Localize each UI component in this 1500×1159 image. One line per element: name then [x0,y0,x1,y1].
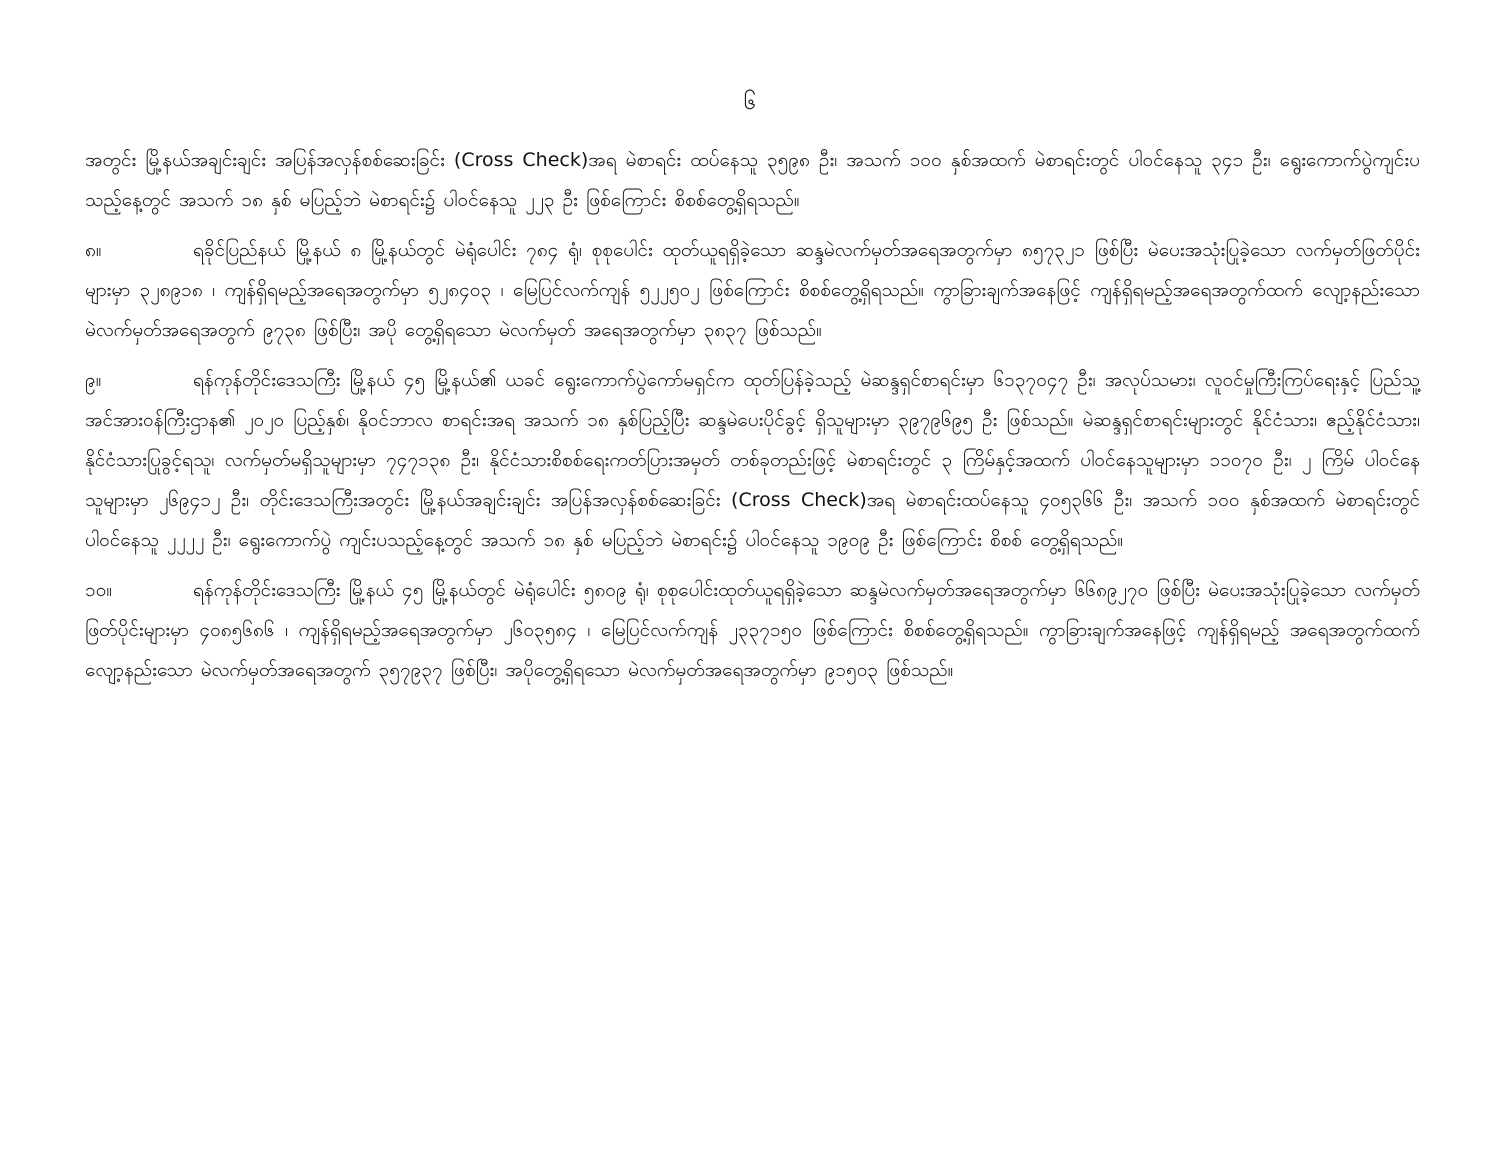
paragraph-text: ရန်ကုန်တိုင်းဒေသကြီး မြို့နယ် ၄၅ မြို့နယ်၏ ယခင် ရွေးကောက်ပွဲကော်မရှင်က ထုတ်ပြန်ခဲ့သည့် မဲဆန္ဒရှင်စာရင်းမှာ ၆၁၃၇၀၄၇ ဦး၊ အလုပ်သမား၊ လူဝင်မှုကြီးကြပ်ရေးနှင့် ပြည်သူ့အင်အားဝန်ကြီးဌာန၏ ၂၀၂၀ ပြည့်နှစ်၊ နိုဝင်ဘာလ စာရင်းအရ အသက် ၁၈ နှစ်ပြည့်ပြီး ဆန္ဒမဲပေးပိုင်ခွင့် ရှိသူများမှာ ၃၉၇၉၆၉၅ ဦး ဖြစ်သည်။ မဲဆန္ဒရှင်စာရင်းများတွင် နိုင်ငံသား၊ ဧည့်နိုင်ငံသား၊ နိုင်ငံသားပြုခွင့်ရသူ၊ လက်မှတ်မရှိသူများမှာ ၇၄၇၁၃၈ ဦး၊ နိုင်ငံသားစိစစ်ရေးကတ်ပြားအမှတ် တစ်ခုတည်းဖြင့် မဲစာရင်းတွင် ၃ ကြိမ်နှင့်အထက် ပါဝင်နေသူများမှာ ၁၁၀၇၀ ဦး၊ ၂ ကြိမ် ပါဝင်နေသူများမှာ ၂၆၉၄၁၂ ဦး၊ တိုင်းဒေသကြီးအတွင်း မြို့နယ်အချင်းချင်း အပြန်အလှန်စစ်ဆေးခြင်း (Cross Check)အရ မဲစာရင်းထပ်နေသူ ၄၀၅၃၆၆ ဦး၊ အသက် ၁၀၀ နှစ်အထက် မဲစာရင်းတွင် ပါဝင်နေသူ ၂၂၂၂ ဦး၊ ရွေးကောက်ပွဲ ကျင်းပသည့်နေ့တွင် အသက် ၁၈ နှစ် မပြည့်ဘဲ မဲစာရင်း၌ ပါဝင်နေသူ ၁၉၀၉ ဦး ဖြစ်ကြောင်း စိစစ် တွေ့ရှိရသည်။ [85,369,1420,551]
paragraph-8 [85,230,1420,350]
paragraph-text: ရန်ကုန်တိုင်းဒေသကြီး မြို့နယ် ၄၅ မြို့နယ်တွင် မဲရုံပေါင်း ၅၈၀၉ ရုံ၊ စုစုပေါင်းထုတ်ယူရရှိခဲ့သော ဆန္ဒမဲလက်မှတ်အရေအတွက်မှာ ၆၆၈၉၂၇၀ ဖြစ်ပြီး မဲပေးအသုံးပြုခဲ့သော လက်မှတ်ဖြတ်ပိုင်းများမှာ ၄၀၈၅၆၈၆ ၊ ကျန်ရှိရမည့်အရေအတွက်မှာ ၂၆၀၃၅၈၄ ၊ မြေပြင်လက်ကျန် ၂၃၃၇၁၅၀ ဖြစ်ကြောင်း စိစစ်တွေ့ရှိရသည်။ ကွာခြားချက်အနေဖြင့် ကျန်ရှိရမည့် အရေအတွက်ထက် လျော့နည်းသော မဲလက်မှတ်အရေအတွက် ၃၅၇၉၃၇ ဖြစ်ပြီး၊ အပိုတွေ့ရှိရသော မဲလက်မှတ်အရေအတွက်မှာ ၉၁၅၀၃ ဖြစ်သည်။ [85,579,1420,681]
paragraph-text: အတွင်း မြို့နယ်အချင်းချင်း အပြန်အလှန်စစ်ဆေးခြင်း (Cross Check)အရ မဲစာရင်း ထပ်နေသူ ၃၅၉၈ ဦး၊ အသက် ၁၀၀ နှစ်အထက် မဲစာရင်းတွင် ပါဝင်နေသူ ၃၄၁ ဦး၊ ရွေးကောက်ပွဲကျင်းပသည့်နေ့တွင် အသက် ၁၈ နှစ် မပြည့်ဘဲ မဲစာရင်း၌ ပါဝင်နေသူ ၂၂၃ ဦး ဖြစ်ကြောင်း စိစစ်တွေ့ရှိရသည်။ [85,149,1420,211]
paragraph-number: ၉။ [85,369,102,391]
paragraph-number: ၁၀။ [85,579,113,601]
paragraph-9 [85,360,1420,560]
page-number: ၆ [743,90,757,115]
paragraph-10 [85,570,1420,690]
paragraph-continuation [85,140,1420,220]
document-body [85,140,1420,700]
paragraph-number: ၈။ [85,239,102,261]
paragraph-text: ရခိုင်ပြည်နယ် မြို့နယ် ၈ မြို့နယ်တွင် မဲရုံပေါင်း ၇၈၄ ရုံ၊ စုစုပေါင်း ထုတ်ယူရရှိခဲ့သော ဆန္ဒမဲလက်မှတ်အရေအတွက်မှာ ၈၅၇၃၂၁ ဖြစ်ပြီး မဲပေးအသုံးပြုခဲ့သော လက်မှတ်ဖြတ်ပိုင်းများမှာ ၃၂၈၉၁၈ ၊ ကျန်ရှိရမည့်အရေအတွက်မှာ ၅၂၈၄၀၃ ၊ မြေပြင်လက်ကျန် ၅၂၂၅၀၂ ဖြစ်ကြောင်း စိစစ်တွေ့ရှိရသည်။ ကွာခြားချက်အနေဖြင့် ကျန်ရှိရမည့်အရေအတွက်ထက် လျော့နည်းသော မဲလက်မှတ်အရေအတွက် ၉၇၃၈ ဖြစ်ပြီး၊ အပို တွေ့ရှိရသော မဲလက်မှတ် အရေအတွက်မှာ ၃၈၃၇ ဖြစ်သည်။ [85,239,1420,341]
